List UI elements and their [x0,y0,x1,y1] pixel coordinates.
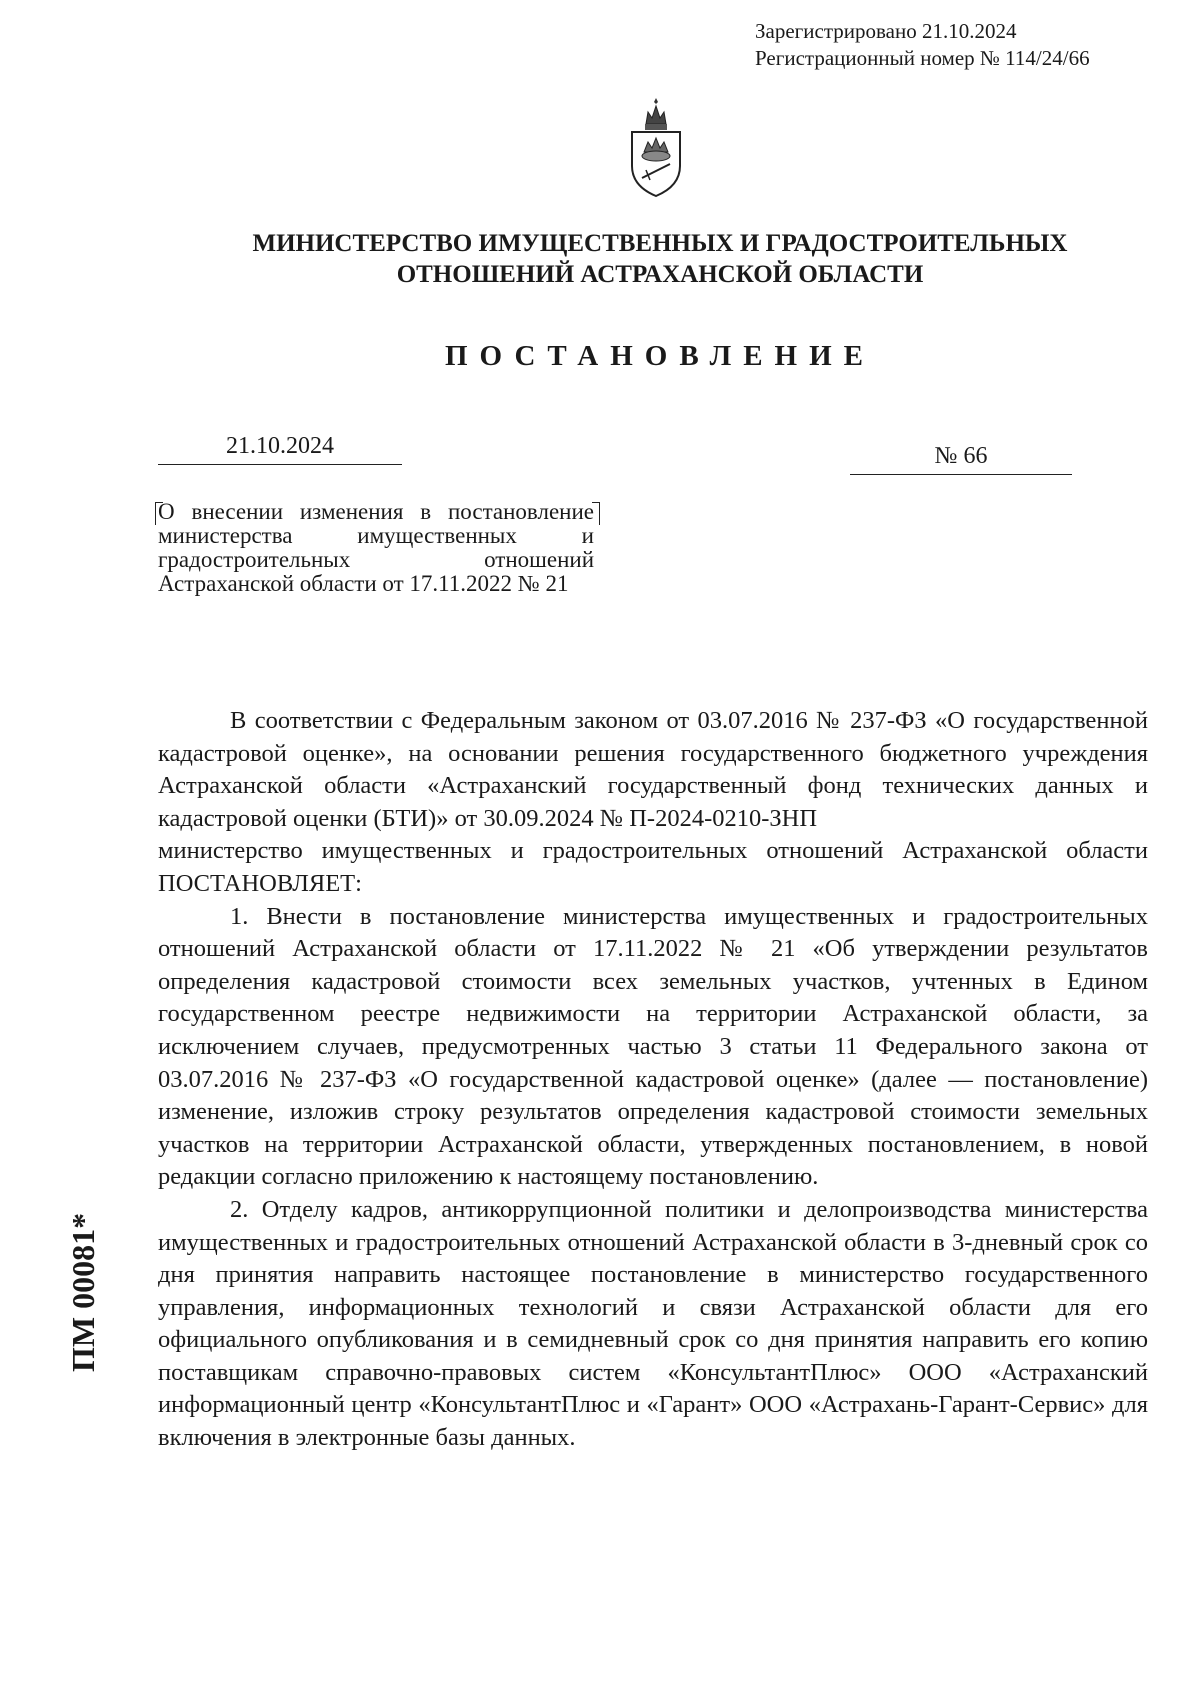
ministry-name-line1: МИНИСТЕРСТВО ИМУЩЕСТВЕННЫХ И ГРАДОСТРОИТЕЛЬНЫХ [252,230,1068,257]
side-stamp: ПМ 00081* [65,1212,101,1372]
registration-number: Регистрационный номер № 114/24/66 [755,46,1090,70]
document-date: 21.10.2024 [158,430,402,465]
body-resolves: министерство имущественных и градостроительных отношений Астраханской области ПОСТАНОВЛЯЕТ: [158,837,1148,897]
coat-of-arms-icon [624,94,688,200]
document-subject [158,500,594,596]
document-type-title: ПОСТАНОВЛЕНИЕ [444,340,875,372]
document-number: № 66 [850,440,1072,475]
document-body [158,705,1148,1455]
ministry-name [160,228,1160,290]
body-item-2: 2. Отделу кадров, антикоррупционной политики и делопроизводства министерства имущественных и градостроительных отношений Астраханской области в 3-дневный срок со дня принятия направить настоящее постановление в министерство государственного управления, информационных технологий и связи Астраханской области для его официального опубликования и в семидневный срок со дня принятия направить его копию поставщикам справочно-правовых систем «КонсультантПлюс» ООО «Астраханский информационный центр «КонсультантПлюс и «Гарант» ООО «Астрахань-Гарант-Сервис» для включения в электронные базы данных. [158,1195,1148,1452]
body-item-1: 1. Внести в постановление министерства имущественных и градостроительных отношений Астраханской области от 17.11.2022 № 21 «Об утверждении результатов определения кадастровой стоимости всех земельных участков, учтенных в Едином государственном реестре недвижимости на территории Астраханской области, за исключением случаев, предусмотренных частью 3 статьи 11 Федерального закона от 03.07.2016 № 237-ФЗ «О государственной кадастровой оценке» (далее — постановление) изменение, изложив строку результатов определения кадастровой стоимости земельных участков на территории Астраханской области, утвержденных постановлением, в новой редакции согласно приложению к настоящему постановлению. [158,902,1148,1191]
subject-text: О внесении изменения в постановление министерства имущественных и градостроительных отношений Астраханской области от 17.11.2022 № 21 [158,499,594,596]
registration-block [755,18,1090,72]
registration-date: Зарегистрировано 21.10.2024 [755,19,1017,43]
body-preamble: В соответствии с Федеральным законом от 03.07.2016 № 237-ФЗ «О государственной кадастровой оценке», на основании решения государственного бюджетного учреждения Астраханской области «Астраханский государственный фонд технических данных и кадастровой оценки (БТИ)» от 30.09.2024 № П-2024-0210-ЗНП [158,707,1148,832]
ministry-name-line2: ОТНОШЕНИЙ АСТРАХАНСКОЙ ОБЛАСТИ [396,261,924,288]
subject-bracket-right [592,502,600,525]
subject-bracket-left [155,502,163,525]
